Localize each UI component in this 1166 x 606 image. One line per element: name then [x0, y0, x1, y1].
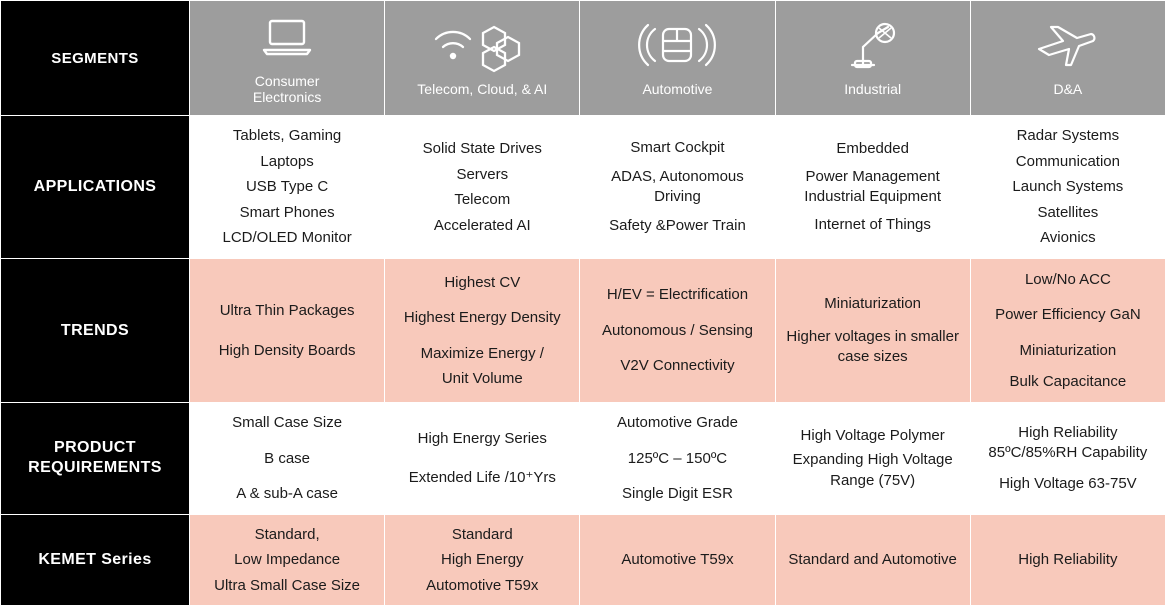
header-cell-defense-aerospace[interactable]: [970, 1, 1165, 116]
header-cell-consumer-electronics[interactable]: [190, 1, 385, 116]
robot-arm-icon: [776, 13, 970, 77]
list-item: Miniaturization: [1019, 341, 1117, 359]
row-label-applications: APPLICATIONS: [1, 116, 190, 259]
list-item: Accelerated AI: [433, 216, 531, 234]
list-item: Ultra Thin Packages: [219, 302, 355, 320]
list-item: Power Efficiency GaN: [995, 306, 1141, 324]
list-item: High Density Boards: [218, 341, 356, 359]
table-row-trends: [1, 259, 1166, 403]
row-label-kemet-series: KEMET Series: [1, 514, 190, 605]
cell-trends-telecom-cloud-ai: [385, 259, 580, 403]
cell-trends-consumer-electronics: [190, 259, 385, 403]
list-item: High Energy: [441, 551, 524, 569]
row-label-trends: TRENDS: [1, 259, 190, 403]
cell-requirements-automotive: [580, 403, 775, 515]
list-item: V2V Connectivity: [620, 357, 735, 375]
list-item: Low/No ACC: [1024, 270, 1111, 288]
list-item: Maximize Energy /: [420, 344, 544, 362]
cell-requirements-telecom-cloud-ai: [385, 403, 580, 515]
laptop-icon: [190, 5, 384, 69]
cell-applications-consumer-electronics: [190, 116, 385, 259]
cell-kemet-defense-aerospace: [970, 514, 1165, 605]
list-item: 125ºC – 150ºC: [627, 449, 728, 467]
list-item: Extended Life /10⁺Yrs: [408, 469, 556, 487]
cell-applications-defense-aerospace: [970, 116, 1165, 259]
table-row-segments: [1, 1, 1166, 116]
cell-applications-telecom-cloud-ai: [385, 116, 580, 259]
row-label-segments: SEGMENTS: [1, 1, 190, 116]
list-item: USB Type C: [245, 178, 329, 196]
wifi-cloud-ai-icon: [385, 13, 579, 77]
table-row-product-requirements: [1, 403, 1166, 515]
list-item: Embedded: [836, 139, 909, 157]
list-item: Standard and Automotive: [788, 551, 957, 569]
cell-kemet-automotive: [580, 514, 775, 605]
list-item: Automotive Grade: [617, 414, 738, 432]
list-item: Internet of Things: [814, 216, 931, 234]
list-item: Power Management: [805, 167, 940, 185]
table-row-kemet-series: [1, 514, 1166, 605]
list-item: Automotive T59x: [426, 576, 539, 594]
list-item: Smart Phones: [239, 203, 335, 221]
list-item: Expanding High Voltage Range (75V): [792, 451, 953, 489]
header-cell-industrial[interactable]: [775, 1, 970, 116]
list-item: Bulk Capacitance: [1009, 373, 1127, 391]
list-item: Low Impedance: [234, 551, 341, 569]
cell-trends-automotive: [580, 259, 775, 403]
table-row-applications: [1, 116, 1166, 259]
list-item: Solid State Drives: [422, 140, 542, 158]
list-item: Launch Systems: [1012, 178, 1124, 196]
list-item: Highest Energy Density: [403, 309, 561, 327]
header-label-industrial: Industrial: [844, 80, 902, 97]
list-item: Laptops: [260, 152, 314, 170]
list-item: High Energy Series: [417, 429, 547, 447]
list-item: Smart Cockpit: [630, 138, 725, 156]
list-item: B case: [264, 449, 311, 467]
list-item: Radar Systems: [1016, 127, 1120, 145]
header-cell-telecom-cloud-ai[interactable]: [385, 1, 580, 116]
list-item: Servers: [456, 165, 509, 183]
cell-trends-industrial: [775, 259, 970, 403]
cell-applications-automotive: [580, 116, 775, 259]
cell-requirements-industrial: [775, 403, 970, 515]
list-item: Communication: [1015, 152, 1120, 170]
list-item: Single Digit ESR: [622, 485, 733, 503]
cell-applications-industrial: [775, 116, 970, 259]
list-item: H/EV = Electrification: [606, 286, 749, 304]
cell-requirements-consumer-electronics: [190, 403, 385, 515]
header-label-automotive: Automotive: [642, 80, 713, 97]
list-item: LCD/OLED Monitor: [222, 229, 352, 247]
cell-kemet-consumer-electronics: [190, 514, 385, 605]
list-item: Ultra Small Case Size: [214, 576, 361, 594]
list-item: High Reliability: [1018, 551, 1118, 569]
car-sensing-icon: [580, 13, 774, 77]
list-item: Industrial Equipment: [804, 188, 942, 206]
cell-requirements-defense-aerospace: [970, 403, 1165, 515]
list-item: Standard: [451, 525, 513, 543]
cell-kemet-industrial: [775, 514, 970, 605]
list-item: Safety &Power Train: [609, 217, 746, 235]
list-item: Miniaturization: [824, 295, 922, 313]
row-label-product-requirements: PRODUCT REQUIREMENTS: [1, 403, 190, 515]
airplane-icon: [971, 13, 1165, 77]
cell-kemet-telecom-cloud-ai: [385, 514, 580, 605]
header-label-defense-aerospace: D&A: [1053, 80, 1083, 97]
list-item: Highest CV: [444, 273, 521, 291]
list-item: Autonomous / Sensing: [602, 321, 753, 339]
list-item: 85ºC/85%RH Capability: [988, 444, 1148, 462]
list-item: Telecom: [454, 191, 511, 209]
list-item: Satellites: [1037, 203, 1099, 221]
list-item: ADAS, Autonomous Driving: [611, 167, 744, 206]
header-cell-automotive[interactable]: [580, 1, 775, 116]
list-item: High Voltage 63-75V: [999, 474, 1137, 492]
list-item: A & sub-A case: [236, 485, 338, 503]
list-item: Standard,: [254, 525, 320, 543]
list-item: Small Case Size: [232, 414, 343, 432]
cell-trends-defense-aerospace: [970, 259, 1165, 403]
list-item: Unit Volume: [441, 370, 523, 388]
header-label-telecom-cloud-ai: Telecom, Cloud, & AI: [417, 80, 548, 97]
list-item: Automotive T59x: [621, 551, 734, 569]
list-item: Tablets, Gaming: [232, 127, 342, 145]
list-item: High Voltage Polymer: [800, 427, 945, 444]
header-label-consumer-electronics: Consumer Electronics: [252, 72, 322, 105]
list-item: High Reliability: [1018, 424, 1118, 441]
list-item: Higher voltages in smaller case sizes: [786, 327, 959, 365]
list-item: Avionics: [1040, 229, 1096, 247]
